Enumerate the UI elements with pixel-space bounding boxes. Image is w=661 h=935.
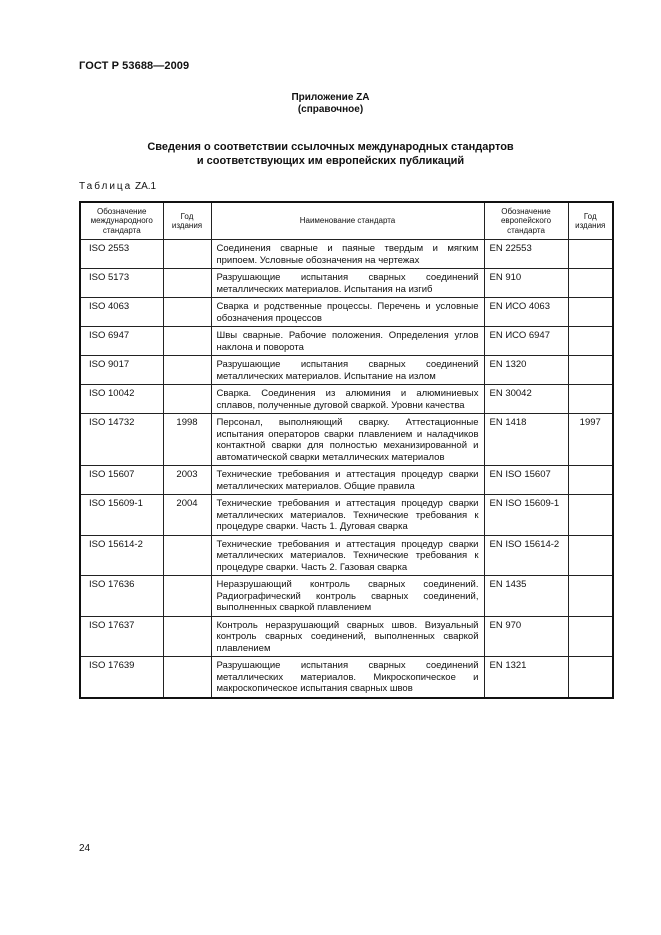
table-row [80,576,613,617]
cell-year [163,616,211,657]
table-body [80,240,613,698]
caption-line-1: Сведения о соответствии ссылочных международных стандартов [147,141,514,153]
table-row [80,327,613,356]
cell-standard-name: Контроль неразрушающий сварных швов. Визуальный контроль сварных соединений, выполненных сваркой плавлением [211,616,484,657]
table-label [79,181,156,192]
cell-euro-year [568,385,613,414]
cell-euro-standard: EN 970 [484,616,568,657]
cell-year [163,298,211,327]
cell-euro-year [568,269,613,298]
table-row [80,535,613,576]
header-standard-name: Наименование стандарта [211,202,484,240]
cell-year [163,657,211,698]
cell-euro-standard: EN 30042 [484,385,568,414]
cell-standard-name: Разрушающие испытания сварных соединений металлических материалов. Испытания на изгиб [211,269,484,298]
cell-euro-year [568,327,613,356]
cell-year [163,240,211,269]
table-row [80,414,613,466]
section-caption [100,140,561,168]
cell-euro-year [568,298,613,327]
cell-standard-name: Разрушающие испытания сварных соединений металлических материалов. Испытание на излом [211,356,484,385]
cell-euro-year: 1997 [568,414,613,466]
document-header: ГОСТ Р 53688—2009 [79,60,190,72]
cell-standard-name: Сварка и родственные процессы. Перечень и условные обозначения процессов [211,298,484,327]
cell-intl-standard: ISO 2553 [80,240,163,269]
header-year: Год издания [163,202,211,240]
cell-euro-year [568,576,613,617]
cell-year [163,356,211,385]
annex-subtitle: (справочное) [297,104,364,115]
table-row [80,298,613,327]
cell-euro-year [568,535,613,576]
header-intl-standard: Обозначение международного стандарта [80,202,163,240]
table-label-number: ZA.1 [135,181,157,192]
cell-intl-standard: ISO 17636 [80,576,163,617]
cell-euro-standard: EN 910 [484,269,568,298]
table-row [80,466,613,495]
cell-intl-standard: ISO 17639 [80,657,163,698]
cell-intl-standard: ISO 5173 [80,269,163,298]
cell-year [163,576,211,617]
table-row [80,269,613,298]
cell-year: 1998 [163,414,211,466]
page-number: 24 [79,843,91,854]
cell-standard-name: Соединения сварные и паяные твердым и мягким припоем. Условные обозначения на чертежах [211,240,484,269]
cell-standard-name: Швы сварные. Рабочие положения. Определения углов наклона и поворота [211,327,484,356]
table-row [80,657,613,698]
standards-table [79,201,614,699]
cell-year [163,385,211,414]
cell-intl-standard: ISO 4063 [80,298,163,327]
cell-euro-year [568,657,613,698]
cell-euro-year [568,466,613,495]
cell-standard-name: Технические требования и аттестация процедур сварки металлических материалов. Общие правила [211,466,484,495]
cell-standard-name: Разрушающие испытания сварных соединений металлических материалов. Микроскопическое и макроскопическое испытания сварных швов [211,657,484,698]
table-row [80,495,613,536]
cell-euro-standard: EN 1435 [484,576,568,617]
cell-year: 2004 [163,495,211,536]
cell-standard-name: Персонал, выполняющий сварку. Аттестационные испытания операторов сварки плавлением и наладчиков контактной сварки для полностью механизированной и автоматической сварки металлических материалов [211,414,484,466]
cell-standard-name: Сварка. Соединения из алюминия и алюминиевых сплавов, полученные дуговой сваркой. Уровни качества [211,385,484,414]
cell-euro-year [568,495,613,536]
cell-standard-name: Технические требования и аттестация процедур сварки металлических материалов. Технические требования к процедуре сварки. Часть 1. Дуговая сварка [211,495,484,536]
cell-intl-standard: ISO 15607 [80,466,163,495]
cell-year [163,535,211,576]
cell-year [163,327,211,356]
table-row [80,240,613,269]
cell-euro-standard: EN ИСО 4063 [484,298,568,327]
cell-euro-year [568,240,613,269]
cell-euro-standard: EN 1418 [484,414,568,466]
header-euro-standard: Обозначение европейского стандарта [484,202,568,240]
cell-euro-standard: EN ИСО 6947 [484,327,568,356]
cell-year [163,269,211,298]
cell-intl-standard: ISO 14732 [80,414,163,466]
cell-euro-standard: EN 1320 [484,356,568,385]
cell-intl-standard: ISO 9017 [80,356,163,385]
table-row [80,385,613,414]
table-row [80,616,613,657]
table-label-word: Таблица [79,181,133,192]
table-header-row [80,202,613,240]
annex-heading [0,92,661,116]
cell-intl-standard: ISO 15609-1 [80,495,163,536]
cell-intl-standard: ISO 6947 [80,327,163,356]
cell-intl-standard: ISO 17637 [80,616,163,657]
cell-standard-name: Неразрушающий контроль сварных соединений. Радиографический контроль сварных соединений, выполненных сваркой плавлением [211,576,484,617]
table-row [80,356,613,385]
header-euro-year: Год издания [568,202,613,240]
cell-euro-standard: EN 1321 [484,657,568,698]
cell-intl-standard: ISO 10042 [80,385,163,414]
cell-euro-standard: EN ISO 15609-1 [484,495,568,536]
cell-euro-standard: EN 22553 [484,240,568,269]
cell-year: 2003 [163,466,211,495]
annex-title: Приложение ZA [291,92,370,103]
cell-euro-standard: EN ISO 15607 [484,466,568,495]
cell-intl-standard: ISO 15614-2 [80,535,163,576]
cell-standard-name: Технические требования и аттестация процедур сварки металлических материалов. Технические требования к процедуре сварки. Часть 2. Газовая сварка [211,535,484,576]
cell-euro-standard: EN ISO 15614-2 [484,535,568,576]
cell-euro-year [568,616,613,657]
cell-euro-year [568,356,613,385]
caption-line-2: и соответствующих им европейских публикаций [196,155,465,167]
